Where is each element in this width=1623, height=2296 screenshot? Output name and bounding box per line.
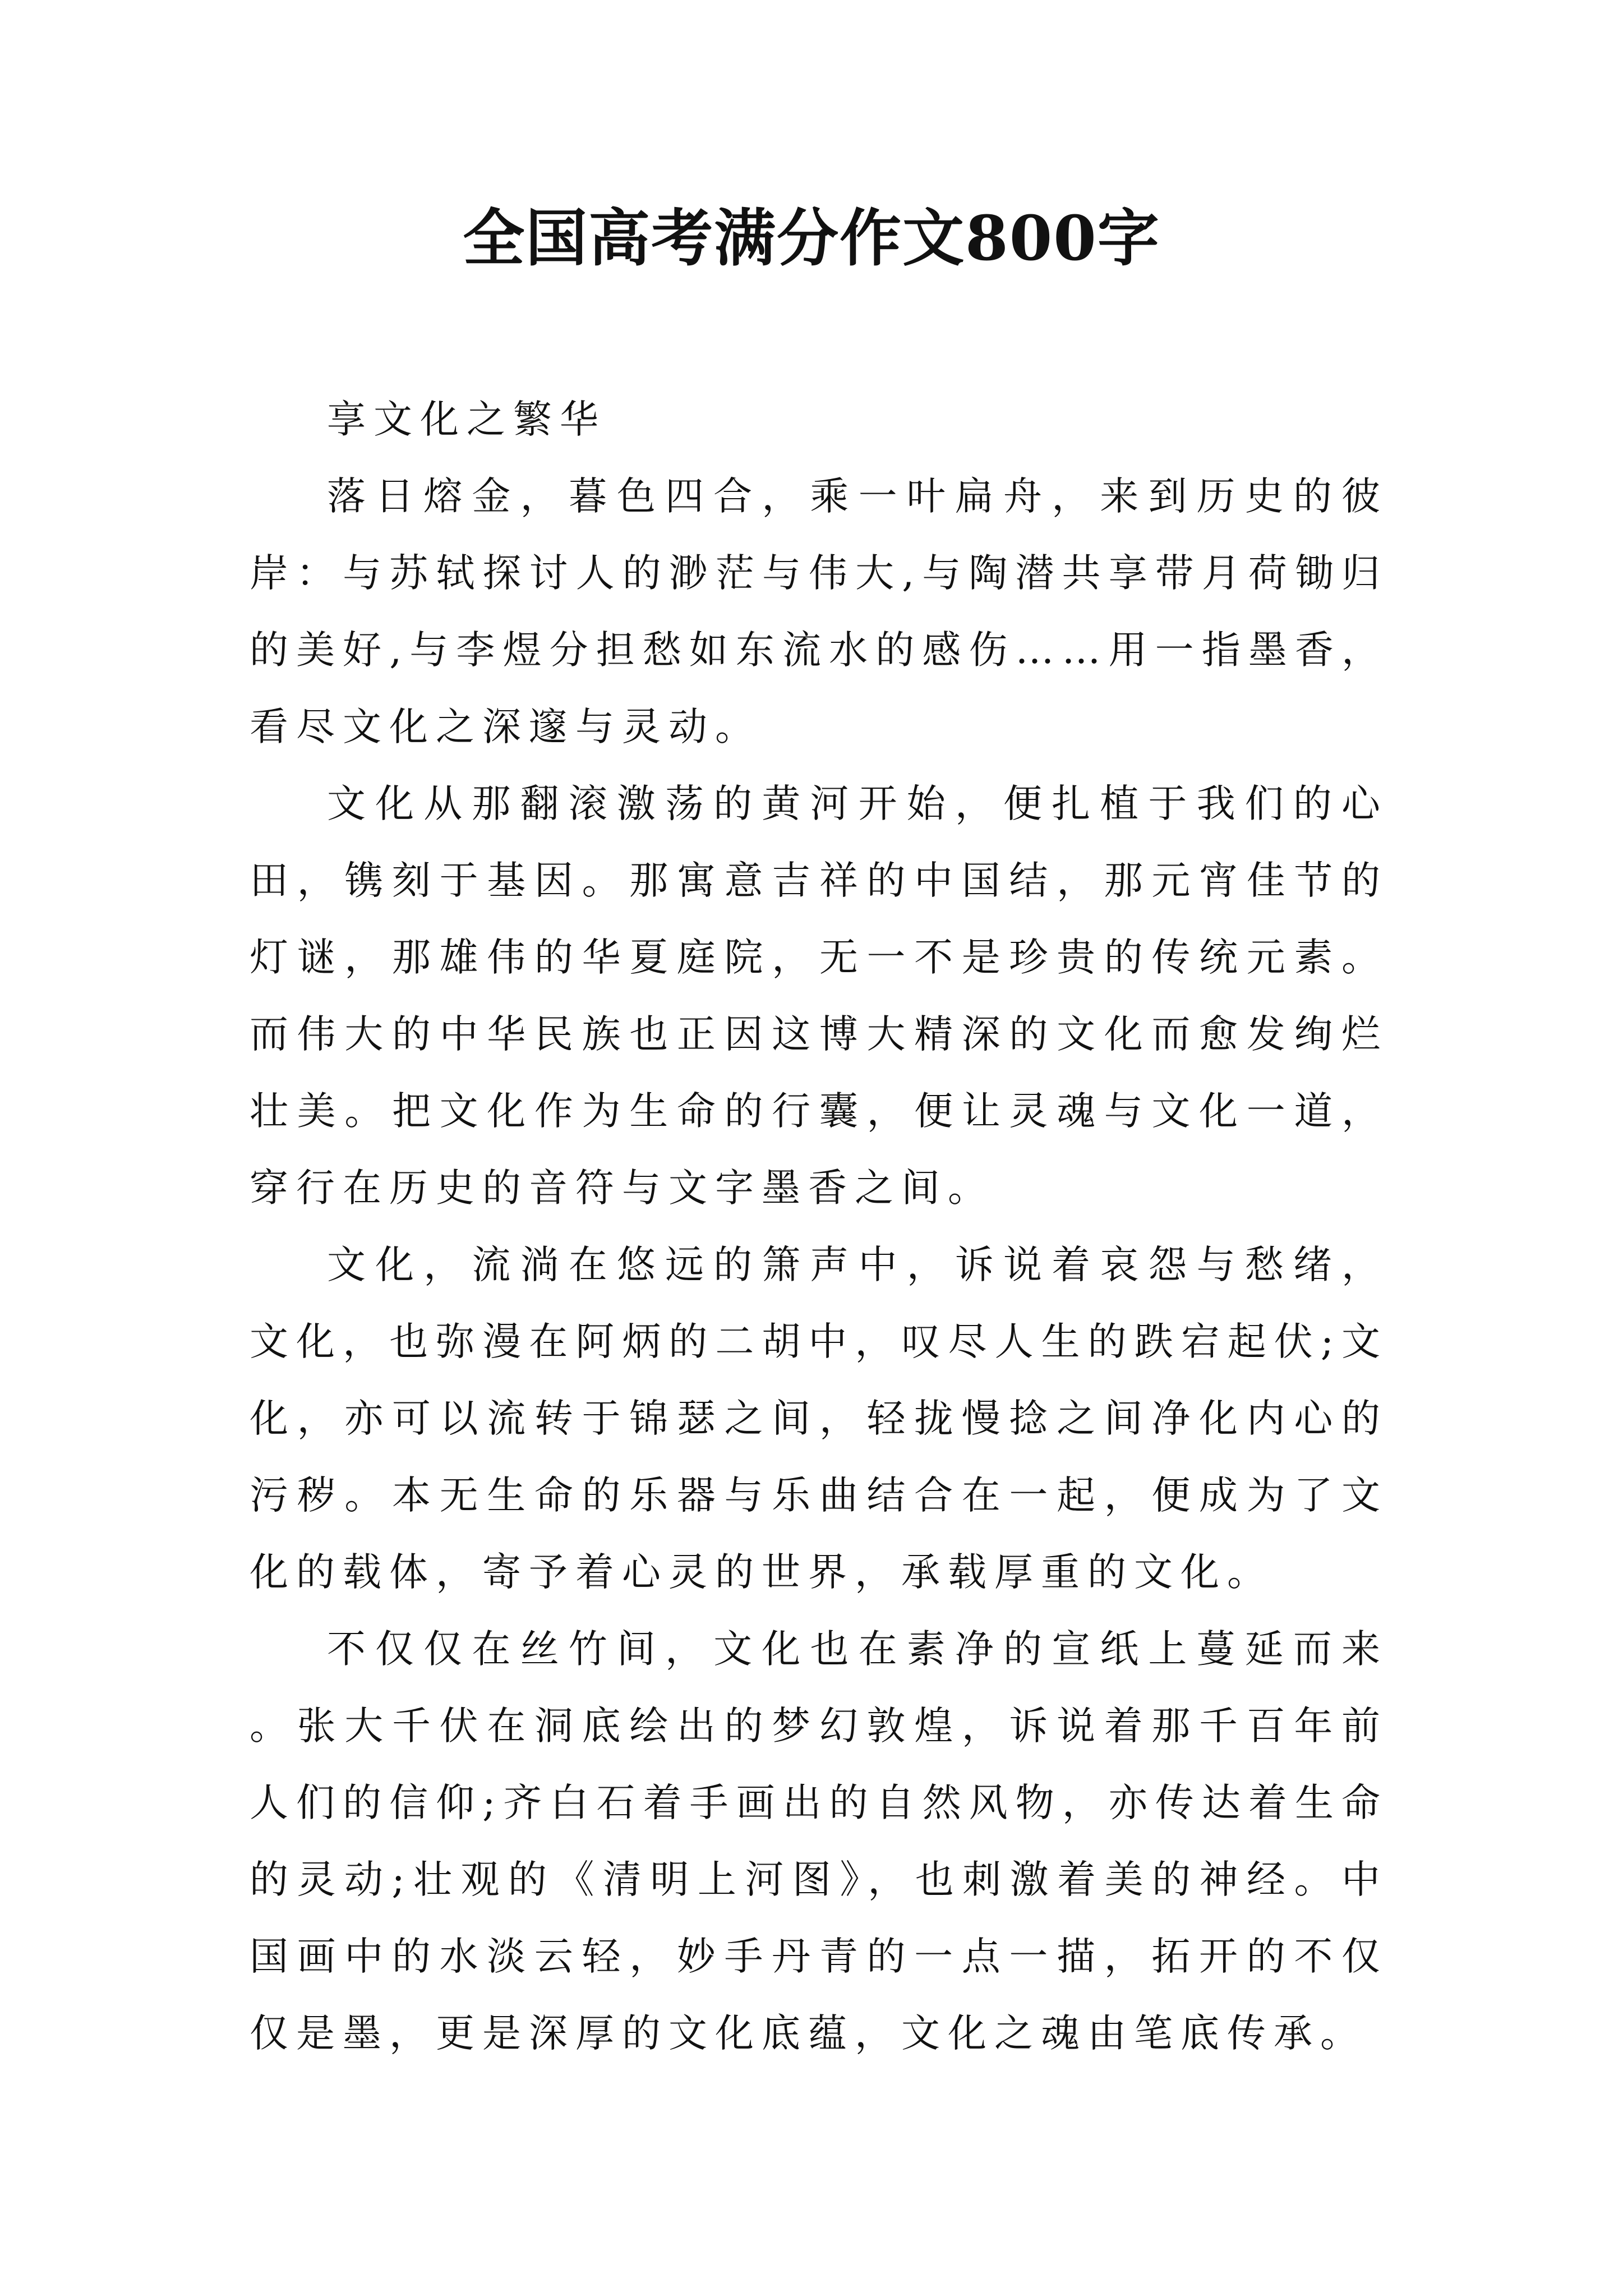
essay-paragraph-3: 文化，流淌在悠远的箫声中，诉说着哀怨与愁绪，文化，也弥漫在阿炳的二胡中，叹尽人生的跌宕起伏;文化，亦可以流转于锦瑟之间，轻拢慢捻之间净化内心的污秽。本无生命的乐器与乐曲结合在一起，便成为了文化的载体，寄予着心灵的世界，承载厚重的文化。 [250,1243,1388,1595]
essay-paragraph-2: 文化从那翻滚激荡的黄河开始，便扎植于我们的心田，镌刻于基因。那寓意吉祥的中国结，那元宵佳节的灯谜，那雄伟的华夏庭院，无一不是珍贵的传统元素。而伟大的中华民族也正因这博大精深的文化而愈发绚烂壮美。把文化作为生命的行囊，便让灵魂与文化一道，穿行在历史的音符与文字墨香之间。 [250,781,1388,1211]
essay-paragraph-1: 落日熔金，暮色四合，乘一叶扁舟，来到历史的彼岸：与苏轼探讨人的渺茫与伟大,与陶潜共享带月荷锄归的美好,与李煜分担愁如东流水的感伤……用一指墨香，看尽文化之深邃与灵动。 [250,474,1388,749]
document-title: 全国高考满分作文800字 [463,202,1160,274]
essay-title: 享文化之繁华 [327,397,606,442]
essay-body [250,381,1388,2072]
essay-paragraph-4: 不仅仅在丝竹间，文化也在素净的宣纸上蔓延而来。张大千伏在洞底绘出的梦幻敦煌，诉说着那千百年前人们的信仰;齐白石着手画出的自然风物，亦传达着生命的灵动;壮观的《清明上河图》，也刺激着美的神经。中国画中的水淡云轻，妙手丹青的一点一描，拓开的不仅仅是墨，更是深厚的文化底蕴，文化之魂由笔底传承。 [250,1627,1388,2056]
